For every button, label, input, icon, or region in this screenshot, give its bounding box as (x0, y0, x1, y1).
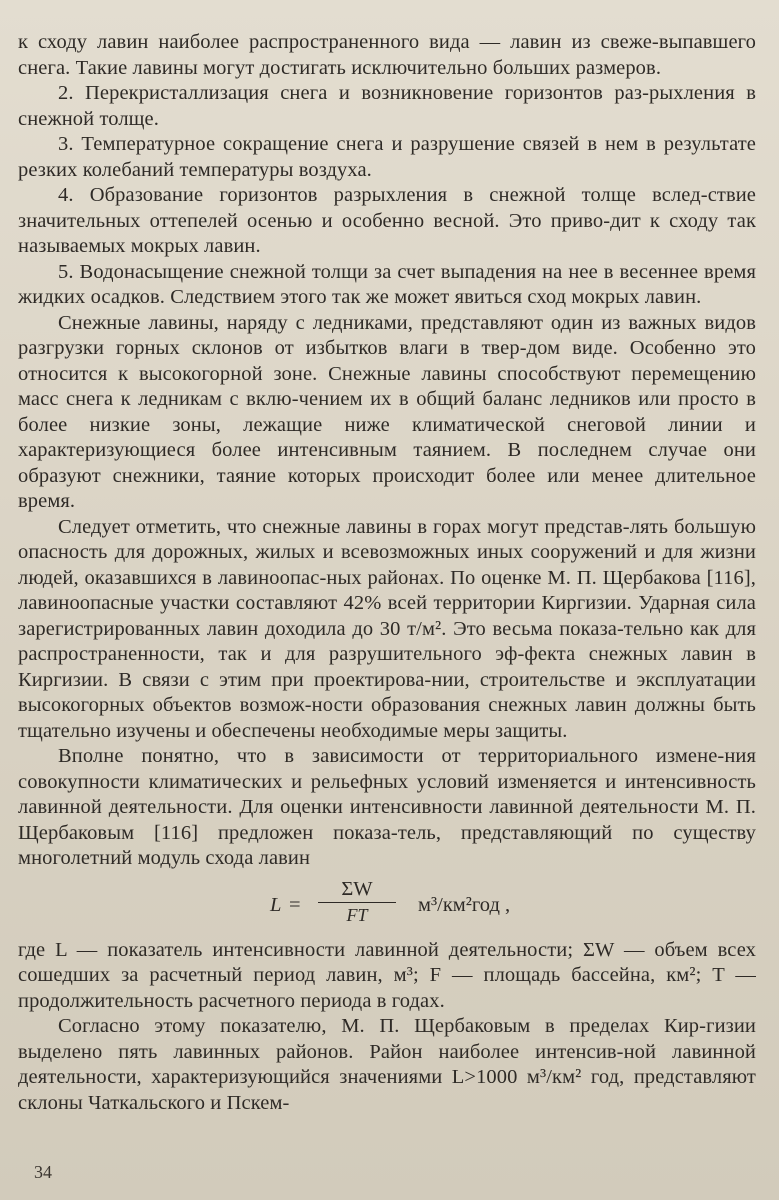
list-item-2: 2. Перекристаллизация снега и возникновение горизонтов раз-рыхления в снежной толще. (18, 82, 756, 130)
page-content (18, 30, 756, 1180)
formula-units: м³/км²год , (418, 893, 511, 916)
paragraph-avalanche-danger: Следует отметить, что снежные лавины в горах могут представ-лять большую опасность для дорожных, жилых и всевозможных иных сооружений и для жизни людей, оказавшихся в лавиноопас-ных районах. По оценке М. П. Щербакова [116], лавиноопасные участки составляют 42% всей территории Киргизии. Ударная сила зарегистрированных лавин доходила до 30 т/м². Это весьма показа-тельно как для распространенности, так и для разрушительного эф-фекта снежных лавин в Киргизии. В связи с этим при проектирова-нии, строительстве и эксплуатации высокогорных объектов возмож-ности образования снежных лавин должны быть тщательно изучены и обеспечены необходимые меры защиты. (18, 515, 756, 742)
paragraph-continuation: к сходу лавин наиболее распространенного вида — лавин из свеже-выпавшего снега. Такие лавины могут достигать исключительно больших размеров. (18, 31, 756, 79)
paragraph-intensity-index: Вполне понятно, что в зависимости от территориального измене-ния совокупности климатических и рельефных условий изменяется и интенсивность лавинной деятельности. Для оценки интенсивности лавинной деятельности М. П. Щербаковым [116] предложен показа-тель, представляющий по существу многолетний модуль схода лавин (18, 745, 756, 869)
formula-fraction (318, 878, 396, 927)
paragraph-avalanches-glaciers: Снежные лавины, наряду с ледниками, представляют один из важных видов разгрузки горных склонов от избытков влаги в твер-дом виде. Особенно это относится к высокогорной зоне. Снежные лавины способствуют перемещению масс снега к ледникам с вклю-чением их в общий баланс ледников или просто в более низкие зоны, лежащие ниже климатической снеговой линии и характеризующиеся более интенсивным таянием. В последнем случае они образуют снежники, таяние которых происходит более или менее длительное время. (18, 311, 756, 512)
list-item-3: 3. Температурное сокращение снега и разрушение связей в нем в результате резких колебаний температуры воздуха. (18, 133, 756, 181)
page-number: 34 (34, 1162, 52, 1182)
list-item-4: 4. Образование горизонтов разрыхления в снежной толще вслед-ствие значительных оттепелей осенью и особенно весной. Это приво-дит к сходу так называемых мокрых лавин. (18, 184, 756, 257)
paragraph-avalanche-regions: Согласно этому показателю, М. П. Щербаковым в пределах Кир-гизии выделено пять лавинных районов. Район наиболее интенсив-ной лавинной деятельности, характеризующийся значениями L>1000 м³/км² год, представляют склоны Чаткальского и Пскем- (18, 1015, 756, 1114)
formula-numerator: ΣW (318, 878, 396, 903)
formula-equals: = (289, 893, 301, 916)
formula-block (18, 876, 756, 936)
formula-denominator: FT (346, 904, 368, 925)
paragraph-formula-legend: где L — показатель интенсивности лавинной деятельности; ΣW — объем всех сошедших за расчетный период лавин, м³; F — площадь бассейна, км²; T — продолжительность расчетного периода в годах. (18, 938, 756, 1012)
formula-lhs: L (270, 893, 282, 916)
list-item-5: 5. Водонасыщение снежной толщи за счет выпадения на нее в весеннее время жидких осадков. Следствием этого так же может явиться сход мокрых лавин. (18, 260, 756, 308)
